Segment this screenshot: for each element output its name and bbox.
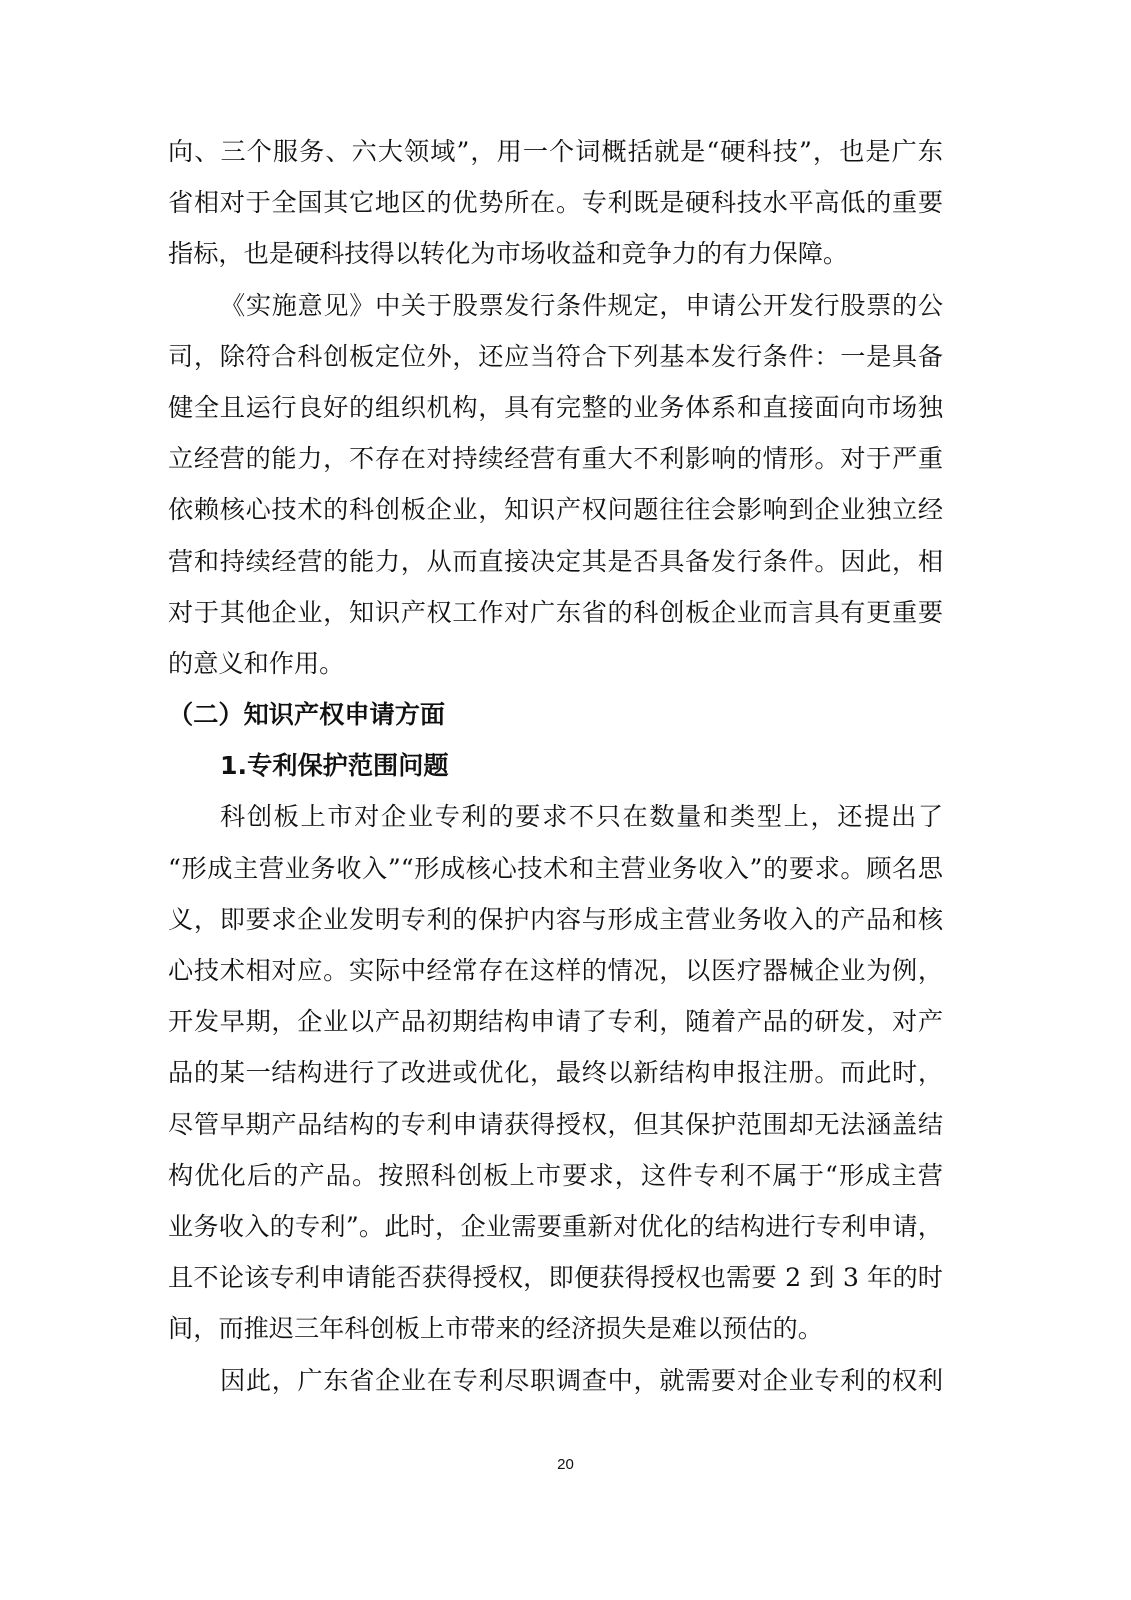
- text-line: 《实施意见》中关于股票发行条件规定，申请公开发行股票的公: [220, 290, 943, 320]
- text-line: 健全且运行良好的组织机构，具有完整的业务体系和直接面向市场独: [168, 392, 943, 422]
- page-number: 20: [557, 1456, 574, 1473]
- text-line: 对于其他企业，知识产权工作对广东省的科创板企业而言具有更重要: [168, 597, 943, 627]
- paragraph: [168, 126, 943, 280]
- text-line: 心技术相对应。实际中经常存在这样的情况，以医疗器械企业为例，: [168, 956, 943, 985]
- text-line: 尽管早期产品结构的专利申请获得授权，但其保护范围却无法涵盖结: [168, 1109, 943, 1139]
- text-line: “形成主营业务收入”“形成核心技术和主营业务收入”的要求。顾名思: [168, 853, 943, 883]
- section-heading: （二）知识产权申请方面: [168, 700, 446, 730]
- text-line: 构优化后的产品。按照科创板上市要求，这件专利不属于“形成主营: [168, 1160, 943, 1190]
- text-line: 向、三个服务、六大领域”，用一个词概括就是“硬科技”，也是广东: [168, 137, 943, 166]
- text-line: 科创板上市对企业专利的要求不只在数量和类型上，还提出了: [220, 802, 943, 832]
- text-line: 间，而推迟三年科创板上市带来的经济损失是难以预估的。: [168, 1314, 823, 1344]
- text-line: 品的某一结构进行了改进或优化，最终以新结构申报注册。而此时，: [168, 1058, 943, 1088]
- text-line: 省相对于全国其它地区的优势所在。专利既是硬科技水平高低的重要: [168, 188, 943, 218]
- text-line: 营和持续经营的能力，从而直接决定其是否具备发行条件。因此，相: [168, 546, 943, 576]
- text-line: 的意义和作用。: [168, 648, 345, 678]
- text-line: 依赖核心技术的科创板企业，知识产权问题往往会影响到企业独立经: [168, 495, 943, 525]
- text-line: 司，除符合科创板定位外，还应当符合下列基本发行条件：一是具备: [168, 341, 943, 371]
- paragraph: [168, 1355, 943, 1406]
- text-line: 立经营的能力，不存在对持续经营有重大不利影响的情形。对于严重: [168, 444, 943, 474]
- text-line: 因此，广东省企业在专利尽职调查中，就需要对企业专利的权利: [220, 1365, 943, 1395]
- paragraph: [168, 791, 943, 1354]
- paragraph: [168, 280, 943, 690]
- text-line: 指标，也是硬科技得以转化为市场收益和竞争力的有力保障。: [168, 239, 849, 269]
- text-line: 且不论该专利申请能否获得授权，即便获得授权也需要 2 到 3 年的时: [168, 1263, 943, 1293]
- text-line: 义，即要求企业发明专利的保护内容与形成主营业务收入的产品和核: [168, 904, 943, 934]
- text-line: 开发早期，企业以产品初期结构申请了专利，随着产品的研发，对产: [168, 1007, 943, 1037]
- text-line: 业务收入的专利”。此时，企业需要重新对优化的结构进行专利申请，: [168, 1211, 943, 1241]
- subsection-heading: 1.专利保护范围问题: [220, 751, 449, 781]
- body-text: [168, 126, 943, 1406]
